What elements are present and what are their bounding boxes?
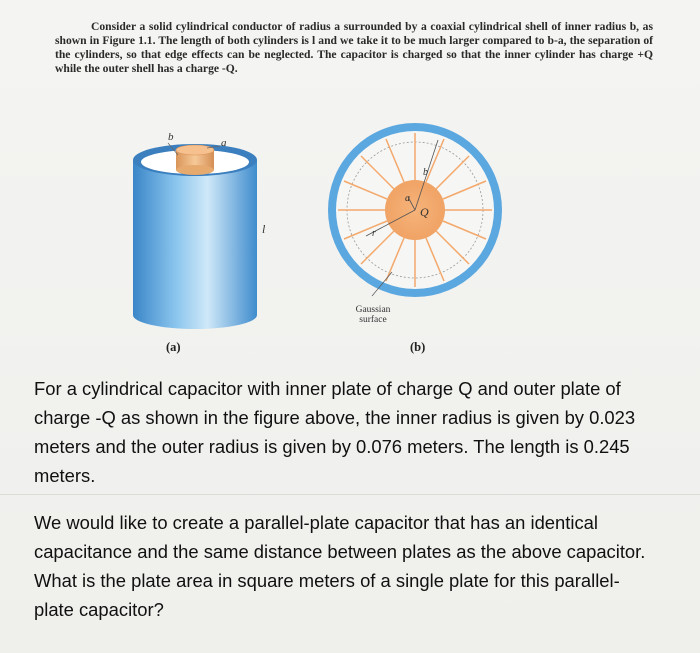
figure-label-b: (b): [410, 340, 426, 354]
figure-label-a: (a): [166, 340, 181, 354]
label-b-symbol-b: b: [423, 167, 428, 178]
label-b-symbol: b: [168, 131, 174, 143]
question-paragraph-2: We would like to create a parallel-plate capacitor that has an identical capacitance and the same distance between plates as the above capacitor. What is the plate area in square meters of a single plate for this parallel-plate capacitor?: [34, 512, 646, 620]
cylinder-a-drawing: [133, 143, 257, 329]
intro-paragraph: Consider a solid cylindrical conductor of radius a surrounded by a coaxial cylindrical shell of inner radius b, as shown in Figure 1.1. The length of both cylinders is l and we take it to be much larger compared to b-a, the separation of the cylinders, so that edge effects can be neglected. The capacitor is charged so that the inner cylinder has charge +Q while the outer shell has a charge -Q.: [55, 20, 653, 75]
question-paragraph-1: For a cylindrical capacitor with inner plate of charge Q and outer plate of charge -Q as shown in the figure above, the inner radius is given by 0.023 meters and the outer radius is given by 0.076 meters. The length is 0.245 meters.: [34, 378, 636, 486]
cross-section-b-drawing: [328, 123, 502, 297]
gaussian-surface-label: Gaussian surface: [355, 305, 391, 325]
divider: [0, 494, 700, 495]
label-Q-symbol: Q: [420, 205, 429, 219]
label-l-symbol: l: [262, 222, 266, 236]
label-r-symbol: r: [372, 228, 376, 239]
label-a-symbol: a: [221, 137, 227, 149]
label-a-symbol-b: a: [405, 193, 410, 204]
